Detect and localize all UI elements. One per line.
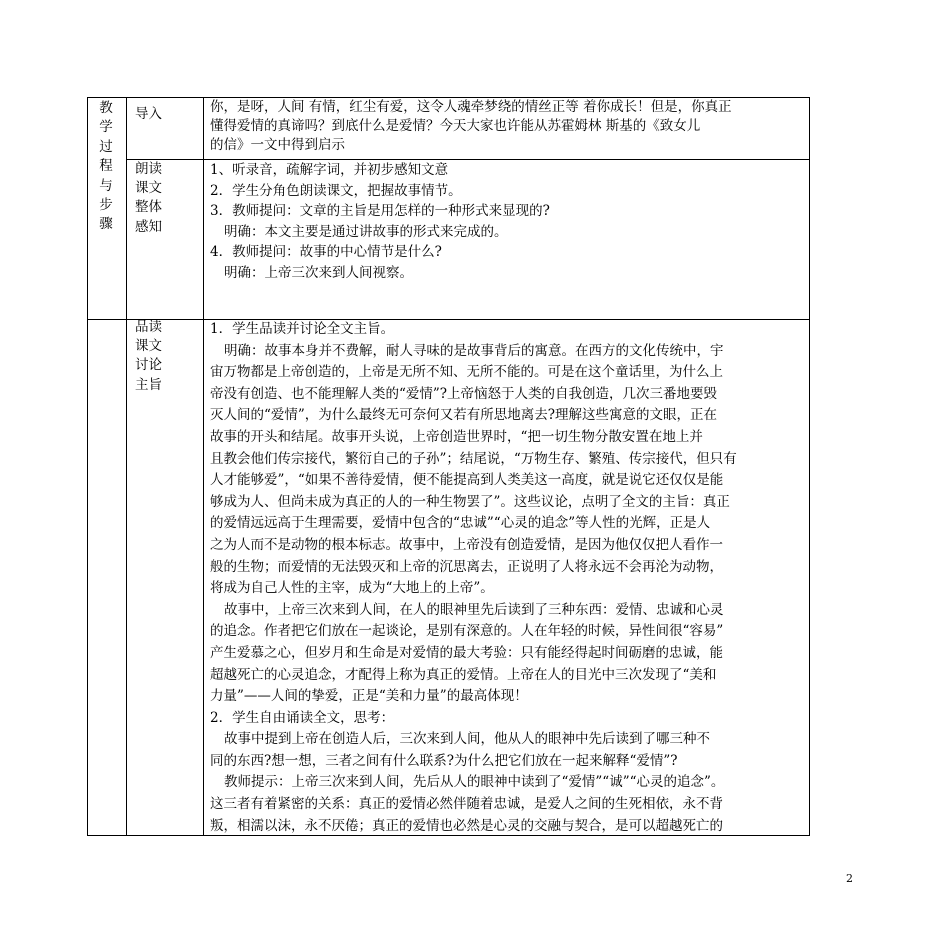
text-line: 般的生物；而爱情的无法毁灭和上帝的沉思离去，正说明了人将永远不会再沦为动物， <box>210 558 723 575</box>
text-line: 同的东西?想一想，三者之间有什么联系?为什么把它们放在一起来解释“爱情”? <box>210 752 678 769</box>
content-intro <box>210 98 732 156</box>
text-line: 懂得爱情的真谛吗？到底什么是爱情？今天大家也许能从苏霍姆林 斯基的《致女儿 <box>210 118 701 135</box>
section-label-discussion: 品读 课文 讨论 主旨 <box>135 319 162 393</box>
text-line: 将成为自己人性的主宰，成为“大地上的上帝”。 <box>210 580 494 597</box>
label-char: 教 <box>99 100 113 116</box>
text-line: 的信》一文中得到启示 <box>210 137 345 154</box>
text-line: 明确：本文主要是通过讲故事的形式来完成的。 <box>224 223 508 240</box>
text-line: 2．学生分角色朗读课文，把握故事情节。 <box>210 182 462 199</box>
content-reading <box>210 160 550 283</box>
text-line: 的爱情远远高于生理需要，爱情中包含的“忠诚”“心灵的追念”等人性的光辉，正是人 <box>210 515 711 532</box>
text-line: 够成为人、但尚未成为真正的人的一种生物罢了”。这些议论，点明了全文的主旨：真正 <box>210 493 730 510</box>
label-char: 步 <box>99 197 113 214</box>
section-label-intro <box>135 106 162 124</box>
text-line: 这三者有着紧密的关系：真正的爱情必然伴随着忠诚，是爱人之间的生死相依，永不背 <box>210 796 723 813</box>
label-char: 学 <box>99 119 113 136</box>
text-line: 明确：故事本身并不费解，耐人寻味的是故事背后的寓意。在西方的文化传统中，宇 <box>224 342 724 359</box>
text-line: 的追念。作者把它们放在一起谈论，是别有深意的。人在年轻的时候，异性间很“容易” <box>210 623 724 640</box>
text-line: 3．教师提问：文章的主旨是用怎样的一种形式来显现的? <box>210 203 550 219</box>
label-char: 过 <box>99 138 113 155</box>
text-line: 灭人间的“爱情”，为什么最终无可奈何又若有所思地离去?理解这些寓意的文眼，正在 <box>210 407 718 424</box>
process-steps-label <box>95 99 117 235</box>
content-discussion <box>210 319 737 837</box>
text-line: 宙万物都是上帝创造的，上帝是无所不知、无所不能的。可是在这个童话里，为什么上 <box>210 364 723 381</box>
text-line: 1．学生品读并讨论全文主旨。 <box>210 321 395 337</box>
text-line: 产生爱慕之心，但岁月和生命是对爱情的最大考验：只有能经得起时间砺磨的忠诚，能 <box>210 644 723 661</box>
section-label-reading: 朗读 课文 整体 感知 <box>135 161 162 235</box>
label-char: 与 <box>99 177 113 194</box>
label-char: 程 <box>99 158 113 175</box>
text-line: 故事中提到上帝在创造人后，三次来到人间，他从人的眼神中先后读到了哪三种不 <box>224 731 710 748</box>
text-line: 教师提示：上帝三次来到人间，先后从人的眼神中读到了“爱情”“诚”“心灵的追念”。 <box>224 774 725 791</box>
text-line: 故事的开头和结尾。故事开头说，上帝创造世界时，“把一切生物分散安置在地上并 <box>210 428 703 445</box>
text-line: 叛，相濡以沫，永不厌倦；真正的爱情也必然是心灵的交融与契合，是可以超越死亡的 <box>210 817 723 834</box>
text-line: 故事中，上帝三次来到人间，在人的眼神里先后读到了三种东西：爱情、忠诚和心灵 <box>224 601 724 618</box>
text-line: 明确：上帝三次来到人间视察。 <box>224 264 413 281</box>
text-line: 帝没有创造、也不能理解人类的“爱情”?上帝恼怒于人类的自我创造，几次三番地要毁 <box>210 385 718 402</box>
text-line: 超越死亡的心灵追念，才配得上称为真正的爱情。上帝在人的目光中三次发现了“美和 <box>210 666 717 683</box>
label-char: 骤 <box>99 216 113 233</box>
section-label-text: 导入 <box>135 106 162 122</box>
text-line: 人才能够爱”，“如果不善待爱情，便不能提高到人类美这一高度，就是说它还仅仅是能 <box>210 472 724 489</box>
text-line: 力量”——人间的挚爱，正是“美和力量”的最高体现！ <box>210 688 528 705</box>
text-line: 且教会他们传宗接代，繁衍自己的子孙”；结尾说，“万物生存、繁殖、传宗接代，但只有 <box>210 450 737 467</box>
text-line: 之为人而不是动物的根本标志。故事中，上帝没有创造爱情，是因为他仅仅把人看作一 <box>210 536 723 553</box>
text-line: 1、听录音，疏解字词，并初步感知文意 <box>210 162 449 178</box>
text-line: 你，是呀，人间 有情，红尘有爱，这令人魂牵梦绕的情丝正等 着你成长！但是，你真正 <box>210 99 732 115</box>
page-number: 2 <box>846 872 853 885</box>
text-line: 4．教师提问：故事的中心情节是什么? <box>210 244 442 260</box>
text-line: 2．学生自由诵读全文，思考： <box>210 709 395 726</box>
